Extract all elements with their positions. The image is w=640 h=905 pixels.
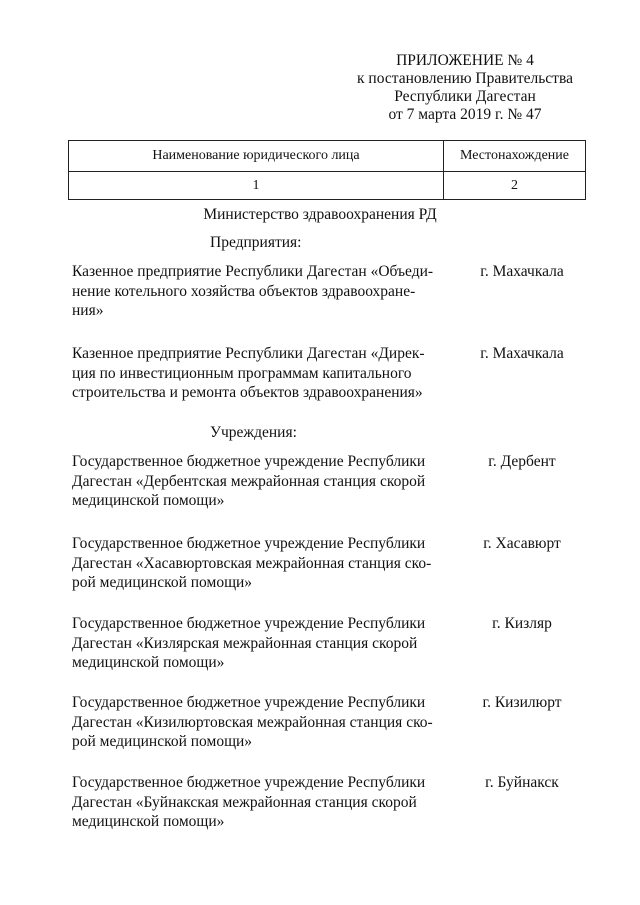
entity-name-line: Государственное бюджетное учреждение Республики bbox=[72, 453, 426, 470]
ministry-heading: Министерство здравоохранения РД bbox=[203, 206, 437, 223]
column-header-location: Местонахождение bbox=[444, 141, 586, 172]
entity-name-line: Казенное предприятие Республики Дагестан «Дирек- bbox=[72, 345, 425, 362]
appendix-ref-line: к постановлению Правительства bbox=[357, 70, 573, 87]
column-header-name: Наименование юридического лица bbox=[69, 141, 444, 172]
entity-name-line: Государственное бюджетное учреждение Республики bbox=[72, 615, 426, 632]
entity-name-line: рой медицинской помощи» bbox=[72, 574, 253, 591]
entity-name-line: Дагестан «Кизилюртовская межрайонная станция ско- bbox=[72, 713, 433, 731]
entity-name-line: ция по инвестиционным программам капитального bbox=[72, 364, 412, 382]
entity-name-line: нение котельного хозяйства объектов здравоохране- bbox=[72, 282, 416, 300]
entity-name-line: Государственное бюджетное учреждение Республики bbox=[72, 535, 426, 552]
appendix-header bbox=[330, 52, 600, 124]
entity-location: г. Дербент bbox=[488, 453, 556, 470]
entity-location: г. Кизилюрт bbox=[482, 694, 562, 711]
entity-name bbox=[72, 614, 434, 673]
appendix-ref-line: Республики Дагестан bbox=[394, 88, 536, 105]
entity-name-line: рой медицинской помощи» bbox=[72, 733, 253, 750]
entity-name bbox=[72, 452, 434, 511]
entity-name-line: Дагестан «Кизлярская межрайонная станция скорой bbox=[72, 634, 418, 652]
entity-location: г. Кизляр bbox=[492, 615, 552, 632]
entity-name-line: медицинской помощи» bbox=[72, 654, 225, 671]
entity-name bbox=[72, 773, 434, 832]
entity-name-line: медицинской помощи» bbox=[72, 813, 225, 830]
entity-name-line: Казенное предприятие Республики Дагестан «Объеди- bbox=[72, 263, 434, 280]
entity-name-line: строительства и ремонта объектов здравоохранения» bbox=[72, 384, 423, 401]
column-header-table bbox=[68, 140, 586, 200]
entity-name-line: Дагестан «Буйнакская межрайонная станция скорой bbox=[72, 793, 417, 811]
entity-name bbox=[72, 262, 434, 321]
entity-name-line: ния» bbox=[72, 302, 104, 319]
column-number-1: 1 bbox=[69, 172, 444, 200]
entity-name bbox=[72, 344, 434, 403]
group-heading-enterprises: Предприятия: bbox=[210, 234, 302, 251]
entity-name-line: Дагестан «Хасавюртовская межрайонная станция ско- bbox=[72, 554, 432, 572]
entity-name-line: медицинской помощи» bbox=[72, 492, 225, 509]
entity-name bbox=[72, 693, 434, 752]
entity-name-line: Государственное бюджетное учреждение Республики bbox=[72, 694, 426, 711]
entity-name bbox=[72, 534, 434, 593]
entity-location: г. Махачкала bbox=[480, 263, 564, 280]
entity-name-line: Дагестан «Дербентская межрайонная станция скорой bbox=[72, 472, 426, 490]
appendix-title: ПРИЛОЖЕНИЕ № 4 bbox=[396, 52, 534, 69]
group-heading-institutions: Учреждения: bbox=[210, 424, 297, 441]
entity-location: г. Хасавюрт bbox=[483, 535, 561, 552]
entity-name-line: Государственное бюджетное учреждение Республики bbox=[72, 774, 426, 791]
entity-location: г. Буйнакск bbox=[485, 774, 559, 791]
appendix-date-line: от 7 марта 2019 г. № 47 bbox=[388, 106, 542, 123]
column-number-2: 2 bbox=[444, 172, 586, 200]
entity-location: г. Махачкала bbox=[480, 345, 564, 362]
